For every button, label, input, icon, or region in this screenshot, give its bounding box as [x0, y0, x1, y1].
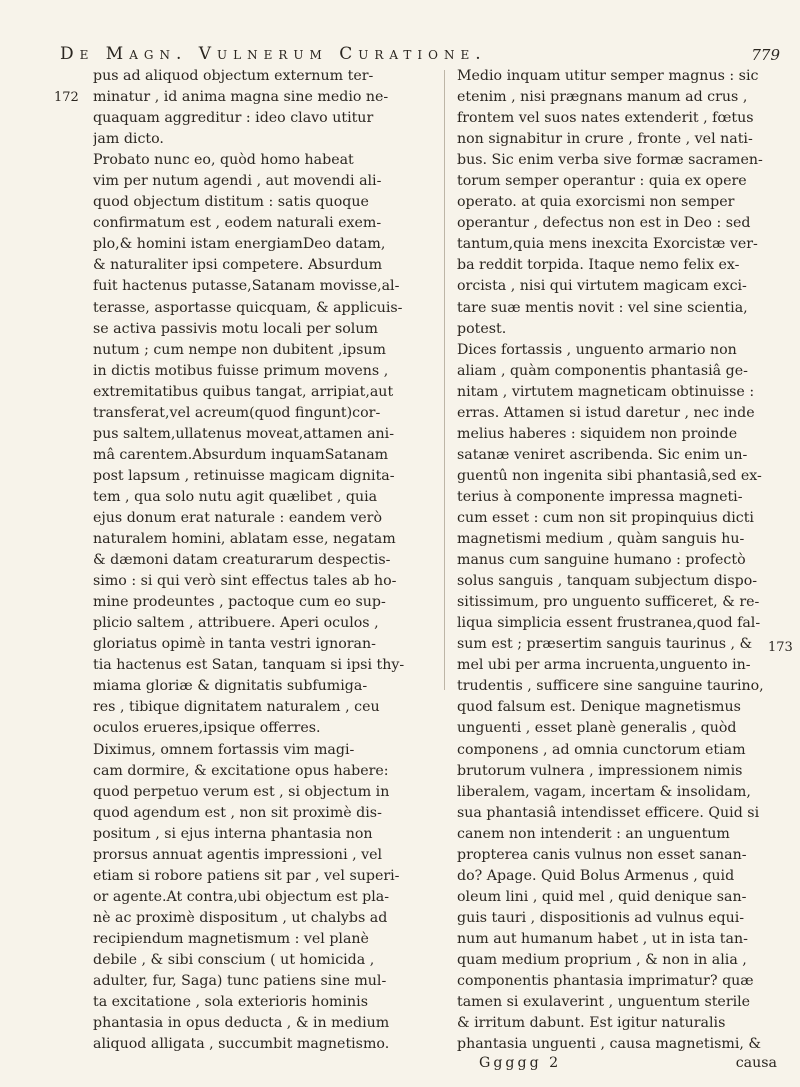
column-divider — [444, 70, 445, 690]
left-column — [93, 66, 413, 1055]
text-line: quam medium proprium , & non in alia , — [457, 951, 747, 968]
catchword: causa — [735, 1055, 777, 1071]
text-line: etiam si robore patiens sit par , vel superi- — [93, 867, 400, 884]
text-line: erras. Attamen si istud daretur , nec inde — [457, 404, 755, 421]
text-line: plicio saltem , attribuere. Aperi oculos , — [93, 615, 379, 632]
text-line: do? Apage. Quid Bolus Armenus , quid — [457, 867, 735, 884]
text-line: fuit hactenus putasse,Satanam movisse,al- — [93, 278, 400, 295]
text-line: componentis phantasia imprimatur? quæ — [457, 973, 754, 990]
text-line: orcista , nisi qui virtutem magicam exci- — [457, 278, 747, 295]
text-line: sum est ; præsertim sanguis taurinus , & — [457, 636, 753, 653]
text-line: tantum,quia mens inexcita Exorcistæ ver- — [457, 236, 758, 253]
text-line: melius haberes : siquidem non proinde — [457, 425, 738, 442]
text-line: quaquam aggreditur : ideo clavo utitur — [93, 110, 374, 127]
text-line: simo : si qui verò sint effectus tales ab ho- — [93, 573, 397, 590]
text-line: mine prodeuntes , pactoque cum eo sup- — [93, 594, 386, 611]
text-line: plo,& homini istam energiamDeo datam, — [93, 236, 386, 253]
text-line: aliquod alligata , succumbit magnetismo. — [93, 1036, 390, 1053]
text-line: non signabitur in crure , fronte , vel nati- — [457, 131, 753, 148]
text-line: recipiendum magnetismum : vel planè — [93, 930, 369, 947]
text-line: positum , si ejus interna phantasia non — [93, 825, 373, 842]
text-line: debile , & sibi conscium ( ut homicida , — [93, 951, 375, 968]
text-line: guentû non ingenita sibi phantasiâ,sed ex- — [457, 467, 762, 484]
text-line: liqua simplicia essent frustranea,quod fal- — [457, 615, 761, 632]
text-line: res , tibique dignitatem naturalem , ceu — [93, 699, 380, 716]
text-line: guis tauri , dispositionis ad vulnus equi- — [457, 909, 745, 926]
text-line: brutorum vulnera , impressionem nimis — [457, 762, 743, 779]
text-line: Probato nunc eo, quòd homo habeat — [93, 152, 354, 169]
text-line: operantur , defectus non est in Deo : sed — [457, 215, 751, 232]
text-line: gloriatus opimè in tanta vestri ignoran- — [93, 636, 376, 653]
text-line: liberalem, vagam, incertam & insolidam, — [457, 783, 751, 800]
text-line: quod falsum est. Denique magnetismus — [457, 699, 741, 716]
text-line: pus ad aliquod objectum externum ter- — [93, 68, 374, 84]
text-line: frontem vel suos nates extenderit , fœtus — [457, 110, 754, 127]
text-line: etenim , nisi prægnans manum ad crus , — [457, 89, 748, 106]
text-line: nè ac proximè dispositum , ut chalybs ad — [93, 909, 388, 926]
text-line: jam dicto. — [93, 131, 164, 148]
text-line: post lapsum , retinuisse magicam dignita- — [93, 467, 395, 484]
text-line: tia hactenus est Satan, tanquam si ipsi thy- — [93, 657, 405, 674]
text-line: canem non intenderit : an unguentum — [457, 825, 730, 842]
text-line: cam dormire, & excitatione opus habere: — [93, 762, 389, 779]
text-line: Medio inquam utitur semper magnus : sic — [457, 68, 759, 84]
text-line: vim per nutum agendi , aut movendi ali- — [93, 173, 382, 190]
text-line: Dices fortassis , unguento armario non — [457, 341, 737, 358]
text-line: & irritum dabunt. Est igitur naturalis — [457, 1015, 726, 1032]
text-line: trudentis , sufficere sine sanguine taurino, — [457, 678, 764, 695]
text-line: unguenti , esset planè generalis , quòd — [457, 720, 737, 737]
text-line: minatur , id anima magna sine medio ne- — [93, 89, 389, 106]
text-line: num aut humanum habet , ut in ista tan- — [457, 930, 748, 947]
text-line: extremitatibus quibus tangat, arripiat,aut — [93, 383, 394, 400]
text-line: phantasia in opus deducta , & in medium — [93, 1015, 390, 1032]
text-line: phantasia unguenti , causa magnetismi, & — [457, 1036, 762, 1053]
text-line: operato. at quia exorcismi non semper — [457, 194, 735, 211]
text-line: transferat,vel acreum(quod fingunt)cor- — [93, 404, 381, 421]
page-number: 779 — [751, 46, 780, 64]
text-line: bus. Sic enim verba sive formæ sacramen- — [457, 152, 763, 169]
text-line: mâ carentem.Absurdum inquamSatanam — [93, 446, 389, 463]
text-line: terasse, asportasse quicquam, & applicuis- — [93, 299, 403, 316]
text-line: or agente.At contra,ubi objectum est pla- — [93, 888, 389, 905]
text-line: & naturaliter ipsi competere. Absurdum — [93, 257, 383, 274]
text-line: nitam , virtutem magneticam obtinuisse : — [457, 383, 755, 400]
text-line: ta excitatione , sola exterioris hominis — [93, 994, 368, 1011]
text-line: sua phantasiâ intendisset efficere. Quid si — [457, 804, 760, 821]
text-line: se activa passivis motu locali per solum — [93, 320, 378, 337]
text-line: quod objectum distitum : satis quoque — [93, 194, 369, 211]
text-line: sitissimum, pro unguento sufficeret, & re- — [457, 594, 760, 611]
text-line: & dæmoni datam creaturarum despectis- — [93, 552, 391, 569]
text-line: quod perpetuo verum est , si objectum in — [93, 783, 390, 800]
text-line: Diximus, omnem fortassis vim magi- — [93, 741, 355, 758]
running-title: De Magn. Vulnerum Curatione. — [60, 44, 487, 64]
text-line: oculos erueres,ipsique offerres. — [93, 720, 321, 737]
text-line: mel ubi per arma incruenta,unguento in- — [457, 657, 751, 674]
text-line: quod agendum est , non sit proximè dis- — [93, 804, 382, 821]
text-line: ba reddit torpida. Itaque nemo felix ex- — [457, 257, 740, 274]
text-line: confirmatum est , eodem naturali exem- — [93, 215, 382, 232]
text-line: solus sanguis , tanquam subjectum dispo- — [457, 573, 758, 590]
text-line: cum esset : cum non sit propinquius dicti — [457, 509, 754, 526]
text-line: naturalem homini, ablatam esse, negatam — [93, 531, 396, 548]
text-line: pus saltem,ullatenus moveat,attamen ani- — [93, 425, 394, 442]
text-line: satanæ veniret ascribenda. Sic enim un- — [457, 446, 748, 463]
right-column — [457, 66, 777, 1055]
text-line: propterea canis vulnus non esset sanan- — [457, 846, 747, 863]
margin-number-left: 172 — [54, 90, 79, 105]
text-line: tare suæ mentis novit : vel sine scientia, — [457, 299, 748, 316]
text-line: oleum lini , quid mel , quid denique san- — [457, 888, 747, 905]
text-line: in dictis motibus fuisse primum movens , — [93, 362, 389, 379]
text-line: aliam , quàm componentis phantasiâ ge- — [457, 362, 748, 379]
signature-mark: Ggggg 2 — [479, 1055, 562, 1071]
text-line: tamen si exulaverint , unguentum sterile — [457, 994, 751, 1011]
text-line: nutum ; cum nempe non dubitent ,ipsum — [93, 341, 386, 358]
page-footer — [457, 1055, 777, 1076]
text-line: ejus donum erat naturale : eandem verò — [93, 509, 383, 526]
text-line: terius à componente impressa magneti- — [457, 488, 743, 505]
text-line: manus cum sanguine humano : profectò — [457, 552, 746, 569]
text-line: magnetismi medium , quàm sanguis hu- — [457, 531, 745, 548]
text-line: prorsus annuat agentis impressioni , vel — [93, 846, 383, 863]
text-line: tem , qua solo nutu agit quælibet , quia — [93, 488, 378, 505]
text-line: potest. — [457, 320, 507, 337]
text-line: torum semper operantur : quia ex opere — [457, 173, 747, 190]
margin-number-right: 173 — [768, 640, 793, 655]
text-line: componens , ad omnia cunctorum etiam — [457, 741, 746, 758]
text-line: adulter, fur, Saga) tunc patiens sine mul- — [93, 973, 387, 990]
text-line: miama gloriæ & dignitatis subfumiga- — [93, 678, 368, 695]
